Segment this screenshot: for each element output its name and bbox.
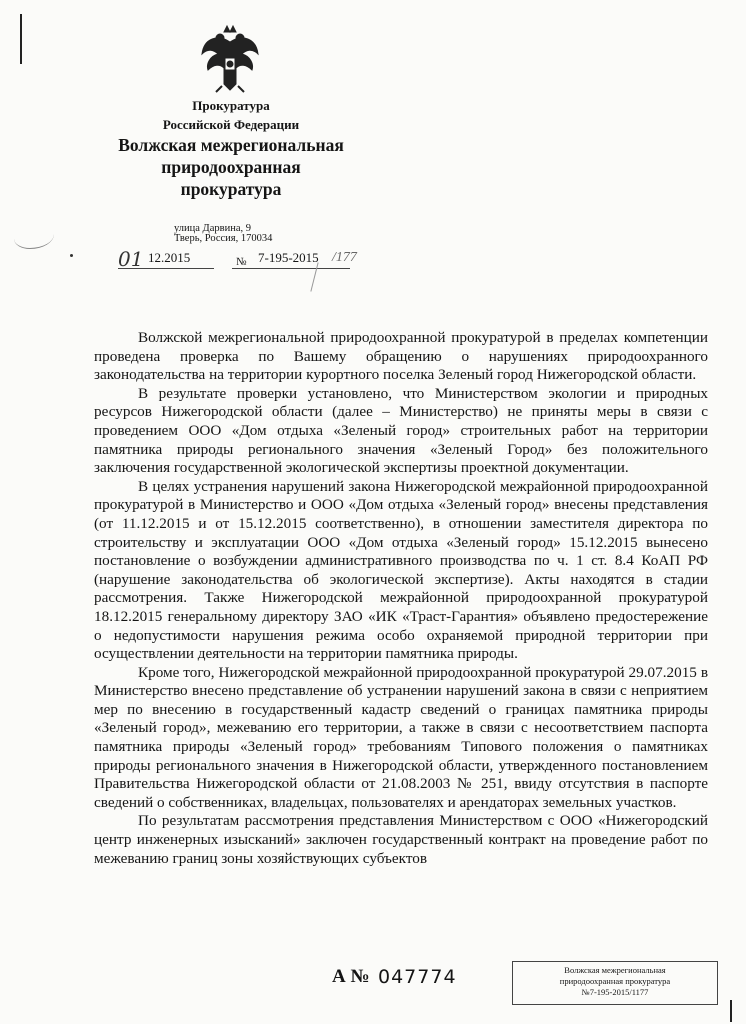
form-series: А № (332, 966, 370, 987)
margin-dot (70, 254, 73, 257)
coat-of-arms-emblem-icon (198, 24, 262, 94)
form-number: 047774 (378, 966, 457, 988)
org-title-line5: прокуратура (180, 179, 282, 199)
pencil-stroke (310, 262, 318, 291)
paragraph: По результатам рассмотрения представления Министерством с ООО «Нижегородский центр инженерных изысканий» заключен государственный контракт на проведение работ по межеванию границ зоны хозяйствующих субъектов (94, 812, 708, 867)
stamp-line3: №7-195-2015/1177 (581, 987, 649, 997)
number-underline (232, 268, 350, 269)
date-underline (118, 268, 214, 269)
letter-date: 12.2015 (148, 250, 191, 265)
paragraph: В результате проверки установлено, что Министерством экологии и природных ресурсов Нижегородской области (далее – Министерство) не приняты меры в связи с проведением ООО «Дом отдыха «Зеленый город» строительных работ на территории памятника природы регионального значения «Зеленый Город» без положительного заключения государственной экологической экспертизы проектной документации. (94, 384, 708, 477)
reference-number: 7-195-2015 (258, 250, 319, 265)
handwritten-day-mark: 01 (118, 247, 144, 271)
address-city: Тверь, Россия, 170034 (174, 233, 273, 244)
paragraph: В целях устранения нарушений закона Нижегородской межрайонной природоохранной прокуратурой в Министерство и ООО «Дом отдыха «Зеленый город» внесены представления (от 11.12.2015 и от 15.12.2015 соответственно), в отношении заместителя директора по строительству и эксплуатации ООО «Дом отдыха «Зеленый город» 15.12.2015 вынесено постановление о возбуждении административного производства по ч. 1 ст. 8.4 КоАП РФ (нарушение законодательства об экологической экспертизе). Акты находятся в стадии рассмотрения. Также Нижегородской межрайонной природоохранной прокуратурой 18.12.2015 генеральному директору ЗАО «ИК «Траст-Гарантия» объявлено предостережение о недопустимости нарушения режима особо охраняемой природной территории при осуществлении деятельности на территории памятника природы. (94, 477, 708, 663)
margin-pen-mark (20, 14, 22, 64)
org-title-line3: Волжская межрегиональная (118, 135, 344, 155)
registration-stamp (512, 961, 718, 1005)
address-street: улица Дарвина, 9 (174, 223, 251, 234)
stamp-line2: природоохранная прокуратура (559, 976, 671, 986)
org-title-line1: Прокуратура (192, 98, 270, 113)
paragraph: Волжской межрегиональной природоохранной прокуратурой в пределах компетенции проведена проверка по Вашему обращению о нарушениях природоохранного законодательства на территории курортного поселка Зеленый город Нижегородской области. (94, 329, 708, 384)
number-sign: № (236, 256, 247, 268)
margin-pencil-curve (14, 224, 54, 249)
letter-body (94, 329, 708, 868)
stamp-line1: Волжская межрегиональная (564, 965, 666, 975)
handwritten-annotation: /177 (332, 250, 357, 265)
org-title-line2: Российской Федерации (162, 117, 300, 132)
org-title-line4: природоохранная (161, 157, 301, 177)
paragraph: Кроме того, Нижегородской межрайонной природоохранной прокуратурой 29.07.2015 в Министерство внесено представление об устранении нарушений закона в связи с неприятием мер по внесению в государственный кадастр сведений о границах памятника природы «Зеленый город», межеванию его территории, а также в связи с несоответствием паспорта памятника природы «Зеленый город» требованиям Типового положения о памятниках природы регионального значения в Нижегородской области, утвержденного постановлением Правительства Нижегородской области от 21.08.2003 № 251, ввиду отсутствия в паспорте сведений о собственниках, владельцах, пользователях и арендаторах земельных участков. (94, 663, 708, 811)
corner-mark (730, 1000, 742, 1022)
